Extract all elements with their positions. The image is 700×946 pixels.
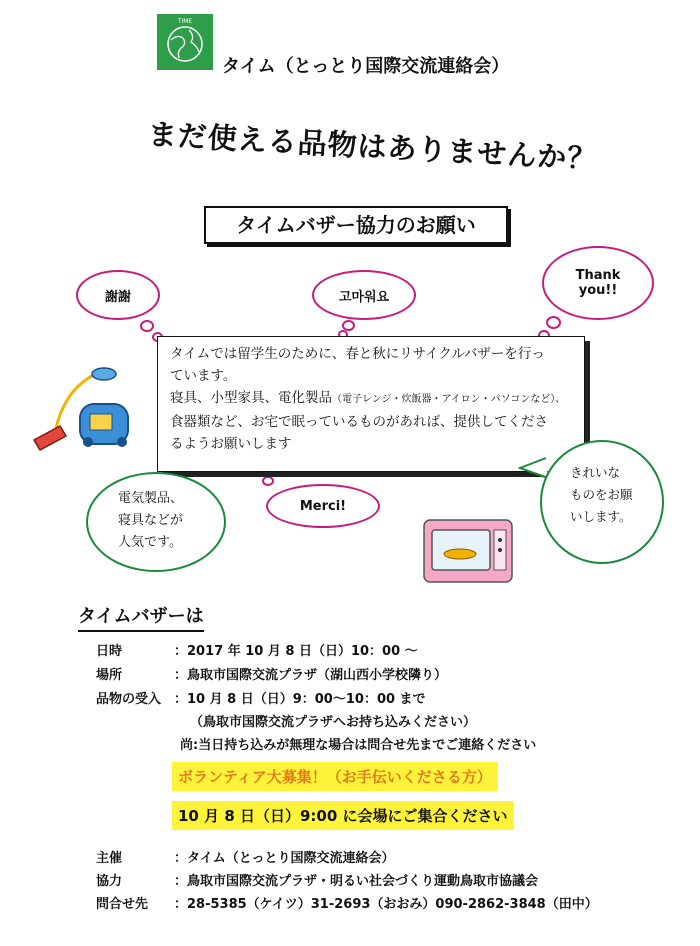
accept-note: （鳥取市国際交流プラザへお持ち込みください）: [190, 715, 477, 730]
cloud-xiexie: [76, 270, 160, 320]
vacuum-cleaner-icon: [26, 356, 138, 456]
headline: まだ使える品物はありませんか？: [146, 117, 599, 177]
date-label: 日時: [96, 644, 123, 659]
contact-value: ：28-5385（ケイツ）31-2693（おおみ）090-2862-3848（田中）: [174, 897, 598, 912]
cloud-thankyou: [542, 246, 654, 320]
cooperation-label: 協力: [96, 874, 123, 889]
description-box: [157, 336, 585, 472]
accept-value: ：10 月 8 日（日）9：00～10：00 まで: [174, 692, 426, 707]
svg-text:TIME: TIME: [177, 18, 193, 25]
microwave-icon: [416, 512, 518, 592]
bubble-line: いします。: [570, 509, 632, 524]
bubble-line: きれいな: [570, 465, 621, 480]
contact-label: 問合せ先: [96, 897, 149, 912]
cloud-thanks-text-1: Thank: [575, 268, 621, 283]
place-label: 場所: [96, 668, 123, 683]
date-value: ：2017 年 10 月 8 日（日）10：00 ～: [174, 644, 418, 659]
cloud-thanks-text-2: you!!: [578, 283, 618, 298]
cloud-merci: [266, 484, 380, 528]
host-value: ：タイム（とっとり国際交流連絡会）: [174, 851, 395, 866]
cloud-merci-text: Merci!: [299, 498, 347, 514]
organization-name: タイム（とっとり国際交流連絡会）: [222, 56, 510, 77]
accept-label: 品物の受入: [96, 692, 162, 707]
accept-note-2: 尚:当日持ち込みが無理な場合は問合せ先までご連絡ください: [180, 738, 537, 753]
description-line: ています。: [170, 368, 237, 384]
globe-icon: [157, 14, 213, 70]
cloud-korean: [312, 270, 416, 320]
bubble-line: 電気製品、: [118, 491, 184, 506]
bubble-line: 寝具などが: [118, 513, 184, 528]
description-note: （電子レンジ・炊飯器・アイロン・パソコンなど）、: [332, 394, 566, 405]
cloud-korean-text: 고마워요: [338, 289, 390, 305]
cooperation-value: ：鳥取市国際交流プラザ・明るい社会づくり運動鳥取市協議会: [174, 874, 539, 889]
description-line: 食器類など、お宅で眠っているものがあれば、提供してくださ: [170, 414, 548, 430]
popular-items-bubble: [86, 472, 226, 572]
cloud-dot: [546, 316, 561, 329]
section-title: タイムバザーは: [78, 602, 204, 632]
volunteer-call: ボランティア大募集！（お手伝いくださる方）: [172, 762, 498, 791]
description-text: 寝具、小型家具、電化製品: [170, 390, 332, 406]
host-label: 主催: [96, 851, 123, 866]
clean-items-bubble: [540, 440, 664, 564]
description-line: [170, 387, 572, 411]
time-logo: [157, 14, 213, 70]
volunteer-meet: 10 月 8 日（日）9:00 に会場にご集合ください: [172, 801, 514, 830]
description-line: タイムでは留学生のために、春と秋にリサイクルバザーを行っ: [170, 346, 545, 362]
page-title: タイムバザー協力のお願い: [204, 206, 508, 244]
bubble-line: ものをお願: [570, 487, 633, 502]
cloud-dot: [140, 320, 154, 332]
cloud-dot: [262, 476, 274, 486]
cloud-xiexie-text: 謝謝: [104, 289, 131, 305]
description-line: るようお願いします: [170, 436, 292, 452]
bubble-line: 人気です。: [118, 535, 182, 550]
place-value: ：鳥取市国際交流プラザ（湖山西小学校隣り）: [174, 668, 448, 683]
